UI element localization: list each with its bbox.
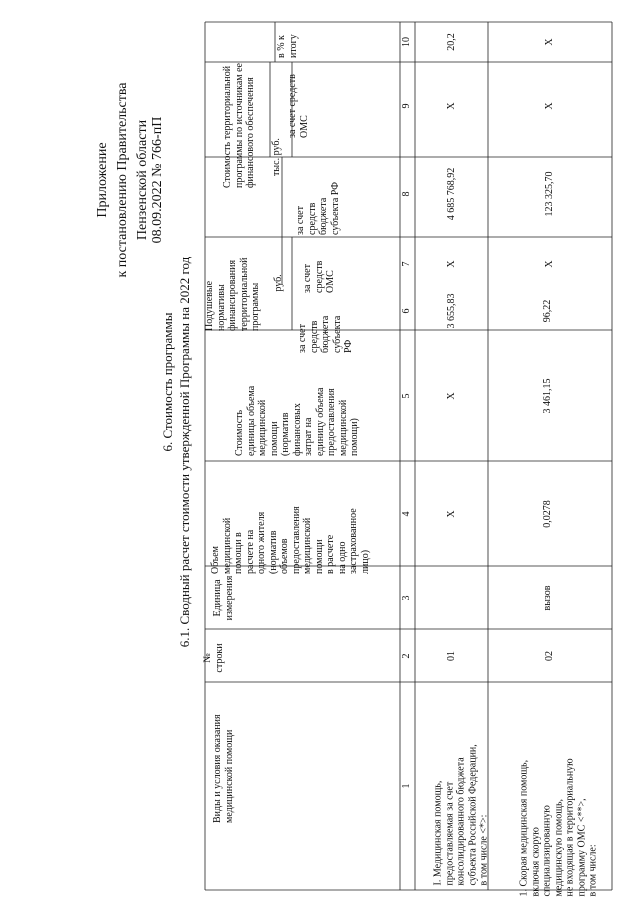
row2-line: 02 <box>544 651 555 661</box>
colnum-5: 5 <box>401 393 412 399</box>
h10-1: итогу <box>287 34 299 58</box>
r2n-4: не входящая в территориальную <box>564 758 576 897</box>
appendix-line-3: Пензенской области <box>135 119 150 241</box>
h67-0: Подушевые <box>204 280 215 331</box>
header-col3 <box>212 568 238 628</box>
r1n-0: I. Медицинская помощь, <box>432 780 444 886</box>
header-col2 <box>202 633 228 683</box>
row2-cost: 3 461,15 <box>542 378 553 414</box>
row2-unit: вызов <box>542 585 553 611</box>
h5-7: единицу объема <box>314 387 326 456</box>
colnum-9: 9 <box>401 103 412 109</box>
header-col67-group <box>204 251 266 331</box>
r2n-2: специализированную <box>541 805 553 897</box>
h7-1: средств <box>313 260 325 293</box>
h4-12: застрахованное <box>348 508 359 574</box>
r1n-1: предоставляемая за счет <box>444 781 455 886</box>
section-title: 6. Стоимость программы <box>160 312 175 452</box>
r2n-5: программу ОМС <**>, <box>576 798 587 897</box>
h7-2: ОМС <box>325 270 336 293</box>
header-col3-line2: измерения <box>223 575 235 621</box>
header-col67-unit: руб. <box>273 274 284 292</box>
h9-0: за счет средств <box>287 74 298 138</box>
h67-1: нормативы <box>215 284 227 331</box>
header-col2-line1: № <box>202 653 213 663</box>
row2-per-capita-budget: 96,22 <box>542 299 553 323</box>
h5-1: единицы объема <box>245 385 257 456</box>
h6-3: субъекта <box>331 315 343 353</box>
h5-3: помощи <box>268 421 280 456</box>
section-subtitle: 6.1. Сводный расчет стоимости утвержденной Программы на 2022 год <box>177 256 192 648</box>
colnum-3: 3 <box>401 595 412 601</box>
h4-9: помощи <box>313 539 325 574</box>
r1n-4: в том числе <*>: <box>478 814 490 886</box>
row1-unit <box>444 578 456 618</box>
h4-7: предоставления <box>290 506 302 574</box>
colnum-10: 10 <box>401 37 412 47</box>
colnum-1: 1 <box>401 783 412 789</box>
h7-0: за счет <box>302 264 313 293</box>
header-col4 <box>210 464 371 574</box>
r2n-3: медицинскую помощь, <box>553 798 564 897</box>
header-col5 <box>234 346 360 456</box>
row1-name <box>433 711 499 886</box>
h4-3: расчете на <box>244 529 256 574</box>
h6-2: бюджета <box>320 315 331 353</box>
header-col1-line1: Виды и условия оказания <box>212 714 223 823</box>
appendix-title: Приложение <box>95 142 110 218</box>
row2-name <box>519 722 607 897</box>
h9-1: ОМС <box>298 115 310 138</box>
h810-0: Стоимость территориальной <box>222 65 233 188</box>
h5-10: помощи) <box>349 418 360 456</box>
h8-1: средств <box>306 202 318 235</box>
row1-total-budget: 4 685 768,92 <box>446 167 457 221</box>
h10-0: в % к <box>276 35 287 58</box>
colnum-7: 7 <box>401 261 412 267</box>
row2-volume: 0,0278 <box>542 500 553 528</box>
r2n-0: 1. Скорая медицинская помощь, <box>518 759 530 897</box>
h5-0: Стоимость <box>234 409 245 456</box>
row1-percent: 20,2 <box>446 33 457 51</box>
h4-4: одного жителя <box>256 511 267 574</box>
row2-total-budget: 123 325,70 <box>544 171 555 217</box>
h810-2: финансового обеспечения <box>245 77 256 188</box>
h67-3: территориальной <box>238 257 250 331</box>
r1n-2: консолидированного бюджета <box>455 757 467 886</box>
h4-8: медицинской <box>302 517 313 574</box>
r2n-6: в том числе: <box>587 844 599 897</box>
colnum-6: 6 <box>401 308 412 314</box>
h810-1: программы по источникам ее <box>233 63 245 188</box>
h6-1: средств <box>308 320 320 353</box>
row2-per-capita-oms: X <box>544 260 555 268</box>
row1-line: 01 <box>446 651 457 661</box>
h5-9: медицинской <box>337 399 349 456</box>
appendix-line-2: к постановлению Правительства <box>115 82 130 278</box>
h5-5: финансовых <box>291 403 303 456</box>
row1-total-oms: X <box>446 102 457 110</box>
row1-per-capita-oms: X <box>446 260 457 268</box>
header-col1 <box>212 714 238 823</box>
colnum-4: 4 <box>401 511 412 517</box>
colnum-8: 8 <box>401 191 412 197</box>
header-col1-line2: медицинской помощи <box>223 729 235 823</box>
header-col810-group <box>222 48 258 188</box>
h8-2: бюджета <box>318 197 329 235</box>
h6-4: РФ <box>343 339 354 353</box>
header-col7 <box>302 233 338 293</box>
header-col8 <box>295 165 345 235</box>
h4-5: (норматив <box>267 530 279 574</box>
header-col9 <box>287 68 313 138</box>
h4-13: лицо) <box>359 549 371 574</box>
appendix-date-number: 08.09.2022 № 766-пП <box>150 116 165 244</box>
h5-6: затрат на <box>303 417 314 456</box>
header-col89-unit: тыс. руб. <box>271 138 282 176</box>
h6-0: за счет <box>297 324 308 353</box>
header-col3-line1: Единица <box>212 579 223 617</box>
h8-0: за счет <box>295 206 306 235</box>
h5-2: медицинской <box>257 399 268 456</box>
row2-percent: X <box>544 38 555 46</box>
h67-4: программы <box>250 282 261 331</box>
r1n-3: субъекта Российской Федерации, <box>467 744 478 886</box>
h4-1: медицинской <box>221 517 233 574</box>
row1-volume: X <box>446 510 457 518</box>
h4-11: на одно <box>336 541 348 574</box>
header-col6 <box>297 283 357 353</box>
h8-3: субъекта РФ <box>329 181 341 235</box>
h4-6: объемов <box>279 538 290 574</box>
row1-per-capita-budget: 3 655,83 <box>446 293 457 329</box>
header-col2-line2: строки <box>213 643 225 673</box>
h5-4: (норматив <box>280 412 291 456</box>
colnum-2: 2 <box>401 653 412 659</box>
row2-total-oms: X <box>544 102 555 110</box>
r2n-1: включая скорую <box>530 827 541 897</box>
h67-2: финансирования <box>227 259 238 331</box>
header-col10 <box>276 28 302 58</box>
h5-8: предоставления <box>326 388 337 456</box>
row1-cost: X <box>446 392 457 400</box>
h4-10: в расчете <box>325 534 336 574</box>
h4-0: Объем <box>210 546 221 574</box>
h4-2: помощи в <box>233 532 244 574</box>
